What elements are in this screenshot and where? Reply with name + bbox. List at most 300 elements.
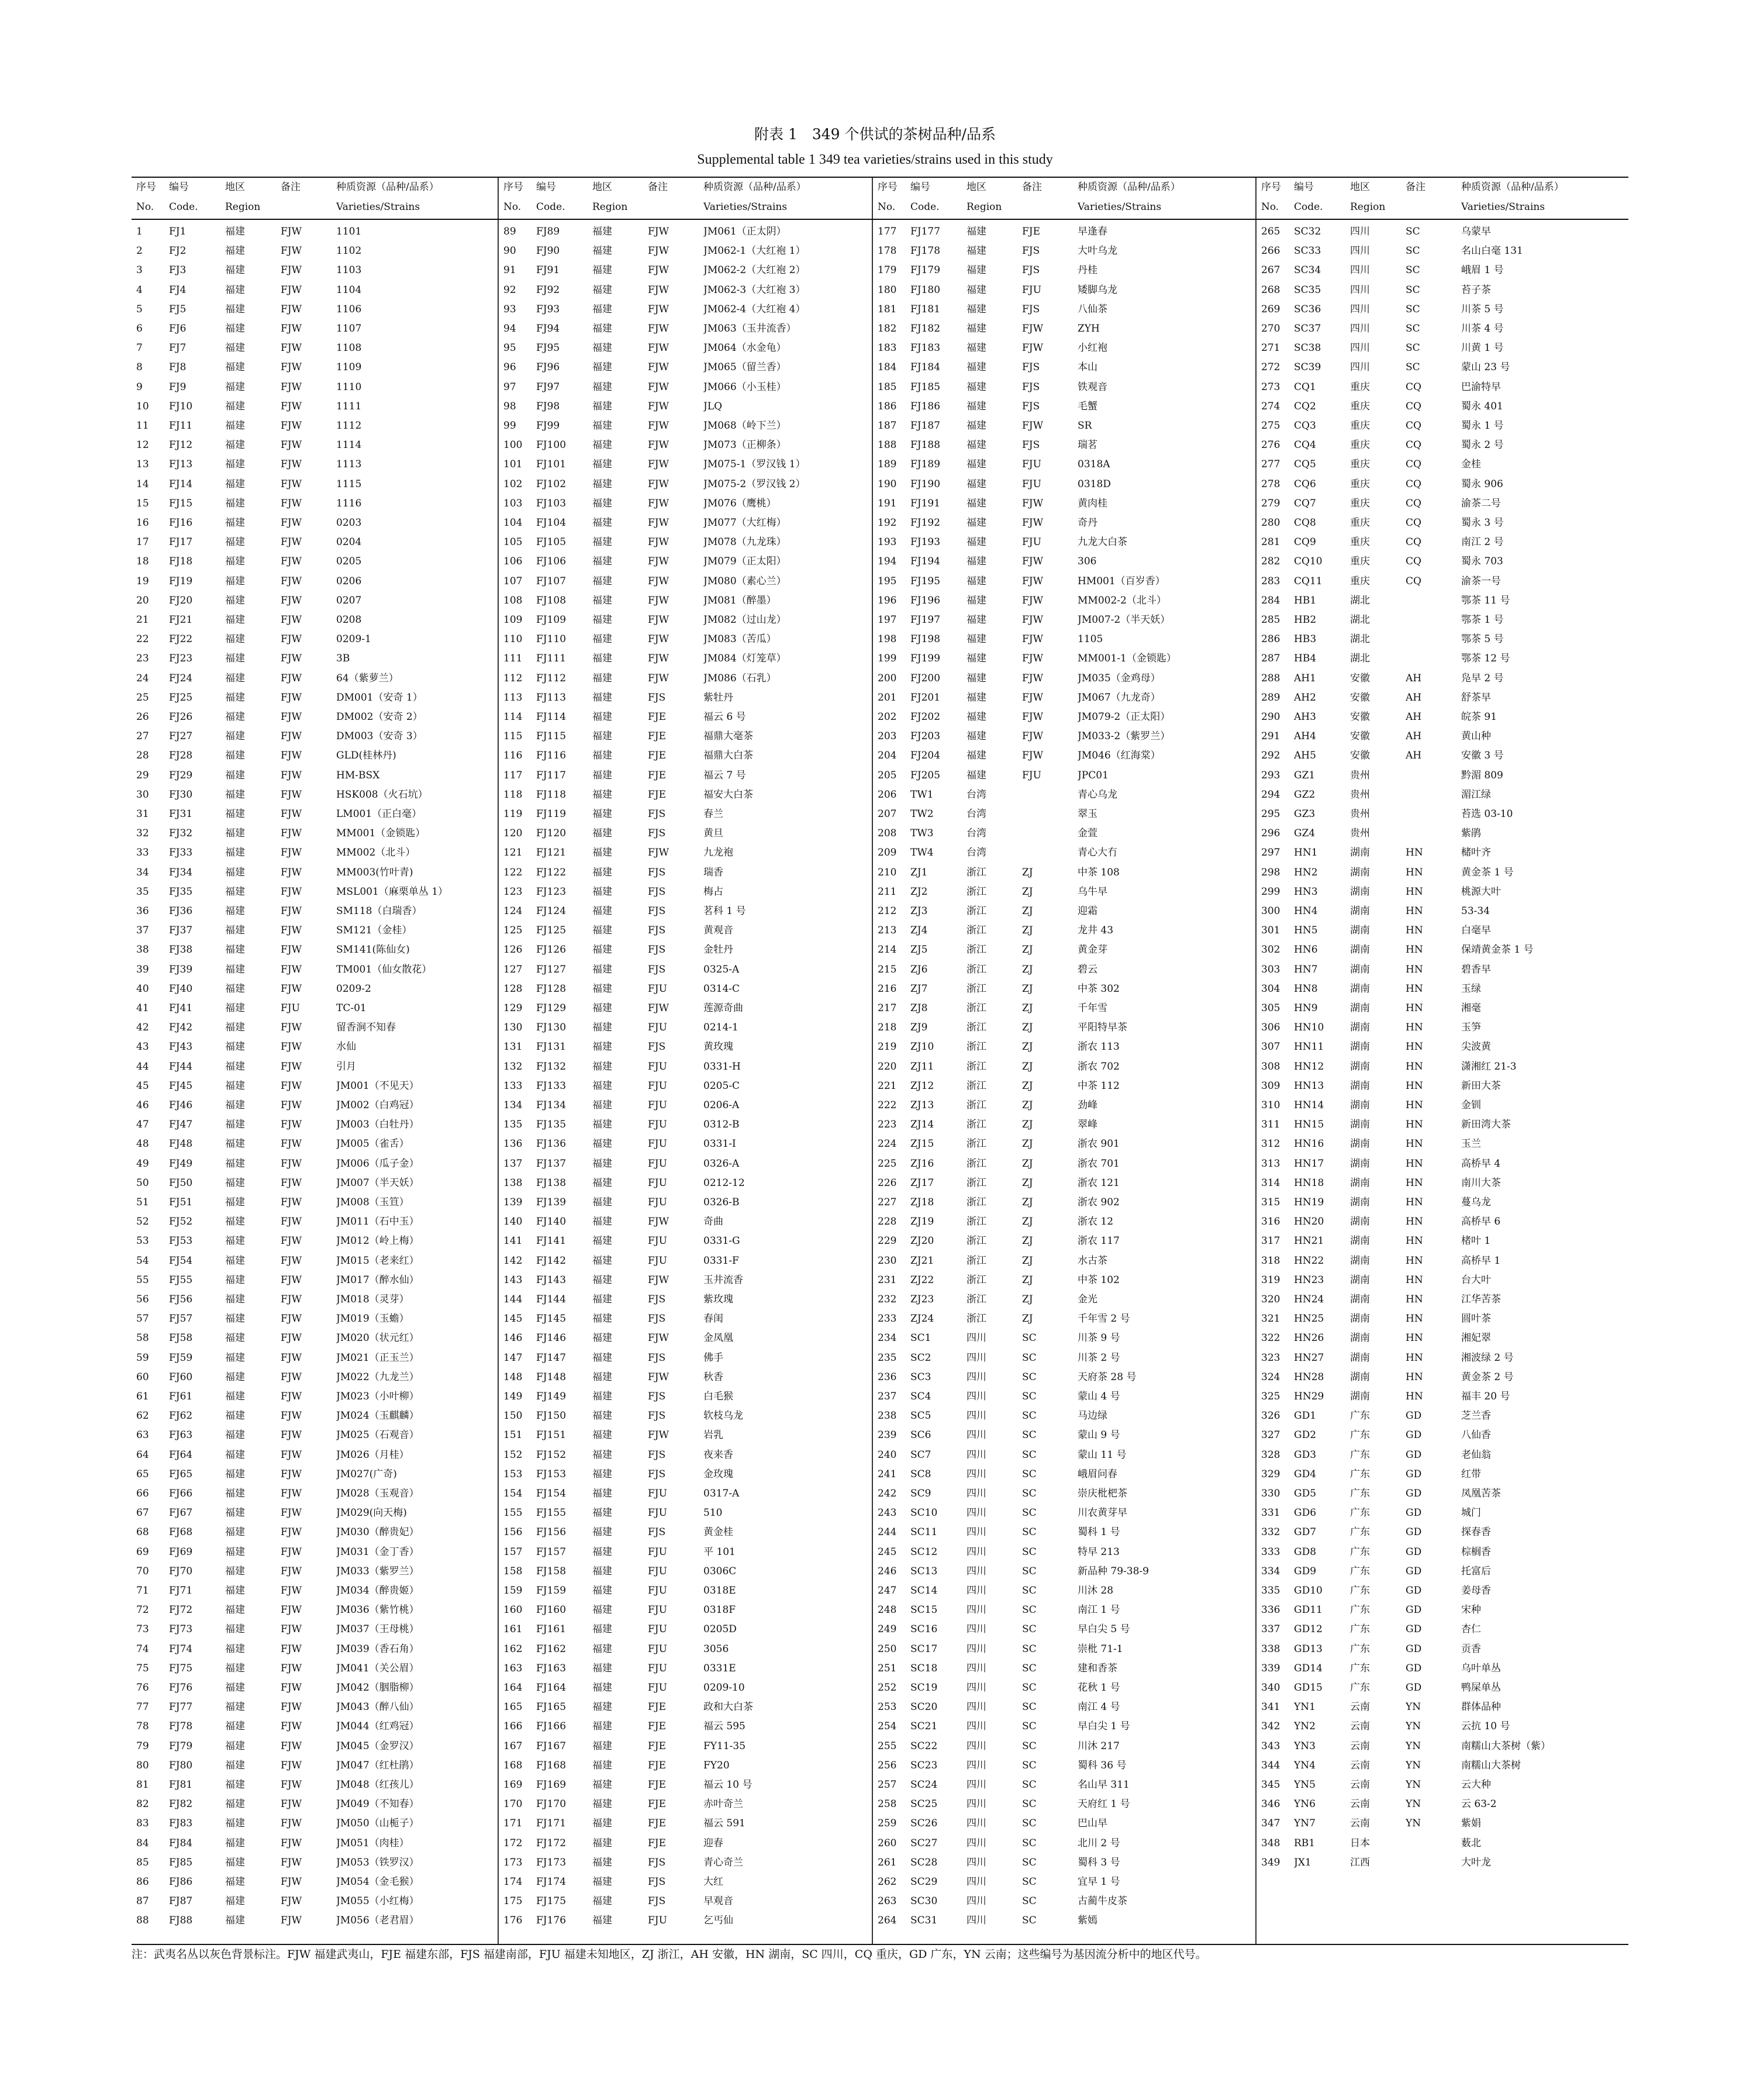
table-row bbox=[132, 1737, 499, 1756]
table-cell: 四川 bbox=[967, 1468, 986, 1480]
table-cell: 254 bbox=[878, 1720, 897, 1733]
table-cell: 252 bbox=[878, 1682, 897, 1694]
table-row bbox=[499, 319, 873, 339]
table-cell: 79 bbox=[136, 1740, 149, 1752]
table-cell: 福建 bbox=[225, 672, 245, 684]
table-row bbox=[873, 1057, 1257, 1077]
table-cell: 福建 bbox=[967, 536, 986, 549]
table-cell: FJ86 bbox=[169, 1876, 193, 1888]
table-row bbox=[1257, 533, 1628, 552]
table-cell: HN bbox=[1406, 885, 1423, 898]
table-cell: 湖南 bbox=[1350, 1371, 1370, 1383]
table-cell: GD bbox=[1406, 1585, 1422, 1596]
table-cell: FJU bbox=[1022, 284, 1041, 296]
table-cell: 毛蟹 bbox=[1078, 400, 1097, 412]
table-cell: 0312-B bbox=[703, 1119, 740, 1131]
table-row bbox=[1257, 1037, 1628, 1057]
table-cell: SC30 bbox=[910, 1895, 938, 1908]
table-cell: 浙农 117 bbox=[1078, 1235, 1120, 1247]
table-cell: 245 bbox=[878, 1546, 897, 1558]
table-cell: 306 bbox=[1078, 556, 1097, 568]
table-cell: 四川 bbox=[967, 1507, 986, 1519]
table-cell: FJE bbox=[648, 1759, 667, 1771]
table-cell: FJW bbox=[281, 284, 302, 296]
table-cell: 福建 bbox=[967, 303, 986, 315]
table-cell: 福建 bbox=[592, 633, 612, 646]
table-cell: FJW bbox=[281, 1294, 302, 1305]
table-cell: GD9 bbox=[1294, 1565, 1317, 1577]
table-row bbox=[1257, 1795, 1628, 1814]
table-cell: FJ200 bbox=[910, 672, 941, 684]
table-cell: SC bbox=[1022, 1332, 1037, 1344]
table-cell: 四川 bbox=[967, 1604, 986, 1616]
table-title-en: Supplemental table 1 349 tea varieties/strains used in this study bbox=[697, 152, 1053, 167]
table-cell: 84 bbox=[136, 1837, 149, 1849]
table-cell: FJ23 bbox=[169, 653, 193, 665]
table-cell: FJW bbox=[648, 264, 669, 277]
table-cell: FJS bbox=[1022, 264, 1040, 277]
table-cell: 重庆 bbox=[1350, 420, 1370, 432]
table-cell: FJ18 bbox=[169, 556, 193, 568]
table-row bbox=[132, 397, 499, 416]
table-row bbox=[873, 339, 1257, 358]
table-row bbox=[873, 1581, 1257, 1601]
table-cell: 330 bbox=[1261, 1488, 1280, 1499]
table-cell: FJE bbox=[648, 1837, 667, 1849]
table-cell: 117 bbox=[503, 769, 523, 781]
table-cell: FJ122 bbox=[536, 866, 567, 878]
table-cell: FJ53 bbox=[169, 1235, 193, 1247]
table-row bbox=[1257, 727, 1628, 746]
table-cell: 328 bbox=[1261, 1449, 1280, 1461]
table-cell: FJW bbox=[648, 458, 669, 471]
table-cell: 马边绿 bbox=[1078, 1410, 1107, 1422]
table-cell: FJS bbox=[648, 1468, 666, 1480]
table-cell: FJW bbox=[281, 1022, 302, 1034]
table-cell: 福建 bbox=[592, 342, 612, 354]
table-cell: FJW bbox=[281, 1254, 302, 1267]
table-cell: 浙江 bbox=[967, 1254, 986, 1267]
table-cell: 浙农 701 bbox=[1078, 1157, 1120, 1170]
table-cell: 四川 bbox=[967, 1526, 986, 1539]
table-cell: 福建 bbox=[225, 1410, 245, 1422]
table-cell: 275 bbox=[1261, 420, 1280, 432]
table-row bbox=[873, 1446, 1257, 1465]
table-cell: 329 bbox=[1261, 1468, 1280, 1480]
table-cell: JM029(向天梅) bbox=[336, 1507, 407, 1519]
table-cell: 湖南 bbox=[1350, 944, 1370, 956]
table-cell: 209 bbox=[878, 847, 897, 859]
table-cell: FJW bbox=[281, 1177, 302, 1189]
table-cell: FJW bbox=[648, 478, 669, 490]
table-row bbox=[1257, 1329, 1628, 1348]
table-cell: ZJ bbox=[1022, 1254, 1033, 1267]
table-cell: JM048（红孩儿） bbox=[336, 1779, 419, 1791]
table-row bbox=[499, 1251, 873, 1271]
table-cell: JM080（素心兰） bbox=[703, 575, 786, 587]
table-cell: 福建 bbox=[967, 439, 986, 451]
table-cell: 福建 bbox=[592, 1779, 612, 1791]
table-row bbox=[873, 1853, 1257, 1873]
table-cell: 134 bbox=[503, 1099, 523, 1111]
table-cell: 1108 bbox=[336, 342, 362, 354]
table-cell: 235 bbox=[878, 1351, 897, 1364]
table-cell: FJW bbox=[281, 885, 302, 898]
table-cell: TW4 bbox=[910, 847, 934, 859]
table-cell: SC bbox=[1022, 1740, 1037, 1752]
table-cell: HN bbox=[1406, 1274, 1423, 1286]
table-cell: FJ68 bbox=[169, 1526, 193, 1539]
table-cell: 251 bbox=[878, 1662, 897, 1674]
table-cell: 蜀科 3 号 bbox=[1078, 1856, 1120, 1868]
table-cell: 蜀永 3 号 bbox=[1461, 517, 1504, 529]
table-row bbox=[132, 572, 499, 591]
table-cell: JM079（正太阳） bbox=[703, 556, 786, 568]
table-cell: SC18 bbox=[910, 1662, 938, 1674]
table-cell: 177 bbox=[878, 226, 897, 237]
table-cell: 280 bbox=[1261, 517, 1280, 529]
table-cell: 福建 bbox=[592, 323, 612, 335]
table-cell: SC38 bbox=[1294, 342, 1321, 354]
table-cell: 川沐 28 bbox=[1078, 1585, 1114, 1596]
table-cell: FJS bbox=[648, 963, 666, 975]
header-row-cn bbox=[132, 178, 499, 196]
table-cell: 336 bbox=[1261, 1604, 1280, 1616]
table-cell: FJ3 bbox=[169, 264, 187, 277]
table-cell: GD bbox=[1406, 1662, 1422, 1674]
table-cell: 四川 bbox=[967, 1662, 986, 1674]
table-row bbox=[132, 1446, 499, 1465]
header-cell: Code. bbox=[536, 201, 565, 213]
table-cell: 广东 bbox=[1350, 1429, 1370, 1442]
table-cell: SC bbox=[1022, 1351, 1037, 1364]
table-cell: 268 bbox=[1261, 284, 1280, 296]
table-cell: 320 bbox=[1261, 1294, 1280, 1305]
table-cell: 121 bbox=[503, 847, 523, 859]
table-cell: FJW bbox=[281, 711, 302, 723]
table-cell: FJ50 bbox=[169, 1177, 193, 1189]
table-row bbox=[873, 1212, 1257, 1232]
table-cell: 24 bbox=[136, 672, 149, 684]
table-cell: 引月 bbox=[336, 1060, 356, 1073]
table-cell: FJW bbox=[281, 1604, 302, 1616]
table-cell: 236 bbox=[878, 1371, 897, 1383]
table-cell: JM064（水金龟） bbox=[703, 342, 786, 354]
table-cell: CQ bbox=[1406, 575, 1421, 587]
table-cell: 92 bbox=[503, 284, 516, 296]
table-cell: 303 bbox=[1261, 963, 1280, 975]
table-cell: 湖南 bbox=[1350, 1099, 1370, 1111]
table-cell: 1114 bbox=[336, 439, 362, 451]
table-cell: 湖南 bbox=[1350, 1060, 1370, 1073]
table-cell: GD11 bbox=[1294, 1604, 1323, 1616]
table-cell: 福建 bbox=[225, 905, 245, 917]
table-cell: SC bbox=[1406, 284, 1420, 296]
table-cell: MM002-2（北斗） bbox=[1078, 594, 1166, 606]
table-cell: 222 bbox=[878, 1099, 897, 1111]
table-row bbox=[132, 533, 499, 552]
table-cell: 红带 bbox=[1461, 1468, 1481, 1480]
table-cell: 29 bbox=[136, 769, 149, 781]
table-row bbox=[1257, 960, 1628, 980]
table-cell: 322 bbox=[1261, 1332, 1280, 1344]
table-cell: ZJ bbox=[1022, 1313, 1033, 1325]
table-cell: JM050（山栀子） bbox=[336, 1818, 419, 1830]
table-row bbox=[132, 1775, 499, 1795]
table-cell: SC32 bbox=[1294, 226, 1321, 237]
table-cell: 341 bbox=[1261, 1701, 1280, 1713]
table-cell: HN bbox=[1406, 1022, 1423, 1034]
table-row bbox=[499, 1077, 873, 1096]
table-row bbox=[873, 1484, 1257, 1504]
table-cell: 福建 bbox=[225, 1119, 245, 1131]
table-cell: 112 bbox=[503, 672, 523, 684]
table-cell: 福建 bbox=[225, 342, 245, 354]
table-cell: 0214-1 bbox=[703, 1022, 738, 1034]
table-cell: HN bbox=[1406, 1216, 1423, 1228]
table-cell: 探春香 bbox=[1461, 1526, 1491, 1539]
table-cell: SC1 bbox=[910, 1332, 931, 1344]
table-row bbox=[499, 843, 873, 863]
table-cell: JM062-2（大红袍 2） bbox=[703, 264, 806, 277]
table-cell: FJU bbox=[1022, 458, 1041, 471]
table-cell: 福建 bbox=[967, 458, 986, 471]
table-row bbox=[132, 785, 499, 805]
table-cell: 新田湾大茶 bbox=[1461, 1119, 1511, 1131]
table-cell: GD bbox=[1406, 1526, 1422, 1539]
table-cell: 15 bbox=[136, 497, 149, 509]
table-cell: FJ186 bbox=[910, 400, 941, 412]
table-cell: 福建 bbox=[967, 750, 986, 762]
table-row bbox=[873, 1814, 1257, 1833]
table-cell: 100 bbox=[503, 439, 523, 451]
table-row bbox=[132, 1678, 499, 1698]
table-cell: FJW bbox=[281, 497, 302, 509]
table-cell: 杏仁 bbox=[1461, 1623, 1481, 1636]
table-cell: 福建 bbox=[592, 944, 612, 956]
table-cell: 293 bbox=[1261, 769, 1280, 781]
table-cell: HN1 bbox=[1294, 847, 1318, 859]
table-row bbox=[132, 1251, 499, 1271]
table-row bbox=[132, 1174, 499, 1193]
table-cell: 0318D bbox=[1078, 478, 1111, 490]
table-cell: HB2 bbox=[1294, 614, 1317, 626]
table-row bbox=[499, 397, 873, 416]
table-cell: FJ66 bbox=[169, 1488, 193, 1499]
table-cell: 福建 bbox=[225, 1138, 245, 1150]
table-cell: YN bbox=[1406, 1798, 1421, 1811]
table-cell: 207 bbox=[878, 808, 897, 820]
table-cell: HN27 bbox=[1294, 1351, 1324, 1364]
table-row bbox=[1257, 1659, 1628, 1678]
table-row bbox=[873, 1135, 1257, 1154]
table-cell: 崇庆枇杷茶 bbox=[1078, 1488, 1127, 1499]
table-cell: JM033-2（紫罗兰） bbox=[1078, 730, 1171, 743]
table-cell: FJW bbox=[1022, 653, 1044, 665]
table-cell: 高桥早 4 bbox=[1461, 1157, 1501, 1170]
table-cell: 17 bbox=[136, 536, 149, 549]
table-cell: ZJ6 bbox=[910, 963, 928, 975]
table-cell: HN17 bbox=[1294, 1157, 1324, 1170]
table-row bbox=[499, 1795, 873, 1814]
table-cell: FJE bbox=[648, 1740, 667, 1752]
table-cell: 295 bbox=[1261, 808, 1280, 820]
table-cell: FJ4 bbox=[169, 284, 187, 296]
table-cell: 四川 bbox=[967, 1332, 986, 1344]
table-cell: CQ2 bbox=[1294, 400, 1316, 412]
table-cell: FJ134 bbox=[536, 1099, 567, 1111]
table-cell: FJ110 bbox=[536, 633, 567, 646]
table-cell: 164 bbox=[503, 1682, 523, 1694]
table-cell: 福建 bbox=[225, 536, 245, 549]
table-row bbox=[1257, 1523, 1628, 1542]
table-cell: 岩乳 bbox=[703, 1429, 723, 1442]
table-row bbox=[1257, 1232, 1628, 1251]
table-cell: FJ46 bbox=[169, 1099, 193, 1111]
table-cell: 福建 bbox=[967, 653, 986, 665]
table-cell: 中茶 112 bbox=[1078, 1080, 1120, 1092]
table-cell: 315 bbox=[1261, 1196, 1280, 1208]
table-cell: FJ80 bbox=[169, 1759, 193, 1771]
table-cell: FJ199 bbox=[910, 653, 941, 665]
table-row bbox=[132, 1756, 499, 1775]
table-cell: CQ9 bbox=[1294, 536, 1316, 549]
table-cell: FJ168 bbox=[536, 1759, 567, 1771]
table-cell: SC bbox=[1406, 323, 1420, 335]
table-cell: 福建 bbox=[592, 1915, 612, 1927]
table-cell: 南川大茶 bbox=[1461, 1177, 1501, 1189]
table-cell: FJ59 bbox=[169, 1351, 193, 1364]
table-row bbox=[873, 513, 1257, 533]
table-cell: ZJ7 bbox=[910, 982, 928, 995]
table-cell: 160 bbox=[503, 1604, 523, 1616]
table-cell: FJW bbox=[281, 808, 302, 820]
table-cell: 238 bbox=[878, 1410, 897, 1422]
table-cell: 福建 bbox=[225, 847, 245, 859]
table-cell: FJ187 bbox=[910, 420, 941, 432]
table-cell: JM033（紫罗兰） bbox=[336, 1565, 419, 1577]
table-cell: 122 bbox=[503, 866, 523, 878]
table-cell: TW3 bbox=[910, 827, 934, 840]
header-cell: Region bbox=[967, 201, 1002, 213]
table-block-3 bbox=[873, 178, 1257, 1944]
table-cell: FJW bbox=[1022, 711, 1044, 723]
table-cell: 202 bbox=[878, 711, 897, 723]
table-cell: SC5 bbox=[910, 1410, 931, 1422]
table-cell: FJW bbox=[281, 1157, 302, 1170]
table-cell: JM046（红海棠） bbox=[1078, 750, 1161, 762]
table-row bbox=[1257, 513, 1628, 533]
table-cell: SC bbox=[1022, 1856, 1037, 1868]
table-cell: JM062-1（大红袍 1） bbox=[703, 245, 806, 257]
table-cell: 189 bbox=[878, 458, 897, 471]
table-cell: 64（紫萝兰） bbox=[336, 672, 399, 684]
table-cell: HN bbox=[1406, 1254, 1423, 1267]
table-cell: CQ5 bbox=[1294, 458, 1316, 471]
header-cell: 种质资源（品种/品系） bbox=[1078, 181, 1181, 193]
table-cell: 287 bbox=[1261, 653, 1280, 665]
table-cell: SC bbox=[1022, 1468, 1037, 1480]
table-cell: 重庆 bbox=[1350, 575, 1370, 587]
table-cell: FJW bbox=[281, 1779, 302, 1791]
table-cell: 湘毫 bbox=[1461, 1002, 1481, 1014]
table-cell: FJ156 bbox=[536, 1526, 567, 1539]
table-cell: JM049（不知春） bbox=[336, 1798, 419, 1811]
table-cell: JM055（小红梅） bbox=[336, 1895, 419, 1908]
table-row bbox=[499, 1037, 873, 1057]
table-cell: FJ119 bbox=[536, 808, 567, 820]
table-cell: 福建 bbox=[592, 400, 612, 412]
table-cell: 福建 bbox=[225, 323, 245, 335]
table-row bbox=[132, 1290, 499, 1309]
table-cell: FJW bbox=[281, 1410, 302, 1422]
table-cell: 巴山早 bbox=[1078, 1818, 1107, 1830]
table-cell: 八仙茶 bbox=[1078, 303, 1107, 315]
table-cell: FJU bbox=[648, 1643, 667, 1655]
table-row bbox=[1257, 358, 1628, 377]
table-cell: FJ39 bbox=[169, 963, 193, 975]
table-cell: FJE bbox=[648, 750, 667, 762]
table-cell: HN bbox=[1406, 1177, 1423, 1189]
table-cell: 106 bbox=[503, 556, 523, 568]
table-row bbox=[1257, 378, 1628, 397]
table-cell: 47 bbox=[136, 1119, 149, 1131]
table-row bbox=[499, 300, 873, 319]
table-cell: 157 bbox=[503, 1546, 523, 1558]
table-cell: 165 bbox=[503, 1701, 523, 1713]
table-cell: 福建 bbox=[225, 808, 245, 820]
table-row bbox=[499, 455, 873, 474]
table-row bbox=[1257, 494, 1628, 513]
table-cell: 福建 bbox=[592, 517, 612, 529]
table-cell: ZJ10 bbox=[910, 1041, 934, 1053]
table-cell: JM075-1（罗汉钱 1） bbox=[703, 458, 806, 471]
table-cell: FJ166 bbox=[536, 1720, 567, 1733]
table-cell: 湖南 bbox=[1350, 1022, 1370, 1034]
table-cell: FJ155 bbox=[536, 1507, 567, 1519]
table-cell: 平阳特早茶 bbox=[1078, 1022, 1127, 1034]
table-row bbox=[873, 319, 1257, 339]
table-cell: FJ181 bbox=[910, 303, 941, 315]
table-cell: HN bbox=[1406, 847, 1423, 859]
table-cell: 黄玫瑰 bbox=[703, 1041, 733, 1053]
table-cell: FJW bbox=[648, 517, 669, 529]
table-cell: 196 bbox=[878, 594, 897, 606]
table-row bbox=[1257, 1814, 1628, 1833]
table-cell: FJ27 bbox=[169, 730, 193, 743]
table-row bbox=[132, 358, 499, 377]
table-cell: 141 bbox=[503, 1235, 523, 1247]
table-cell: 湖南 bbox=[1350, 1138, 1370, 1150]
table-cell: GZ1 bbox=[1294, 769, 1316, 781]
table-cell: JM053（铁罗汉） bbox=[336, 1856, 419, 1868]
table-cell: 福建 bbox=[225, 1740, 245, 1752]
header-cell: 备注 bbox=[648, 181, 668, 193]
table-cell: TC-01 bbox=[336, 1002, 367, 1014]
table-cell: 蜀永 401 bbox=[1461, 400, 1503, 412]
table-cell: FJ65 bbox=[169, 1468, 193, 1480]
table-cell: 福建 bbox=[225, 1235, 245, 1247]
table-cell: FJW bbox=[648, 1332, 669, 1344]
table-row bbox=[1257, 843, 1628, 863]
table-cell: 台湾 bbox=[967, 847, 986, 859]
table-cell: CQ bbox=[1406, 497, 1421, 509]
table-row bbox=[873, 980, 1257, 999]
table-row bbox=[873, 552, 1257, 571]
table-row bbox=[499, 940, 873, 960]
table-row bbox=[873, 1543, 1257, 1562]
table-cell: FJ82 bbox=[169, 1798, 193, 1811]
